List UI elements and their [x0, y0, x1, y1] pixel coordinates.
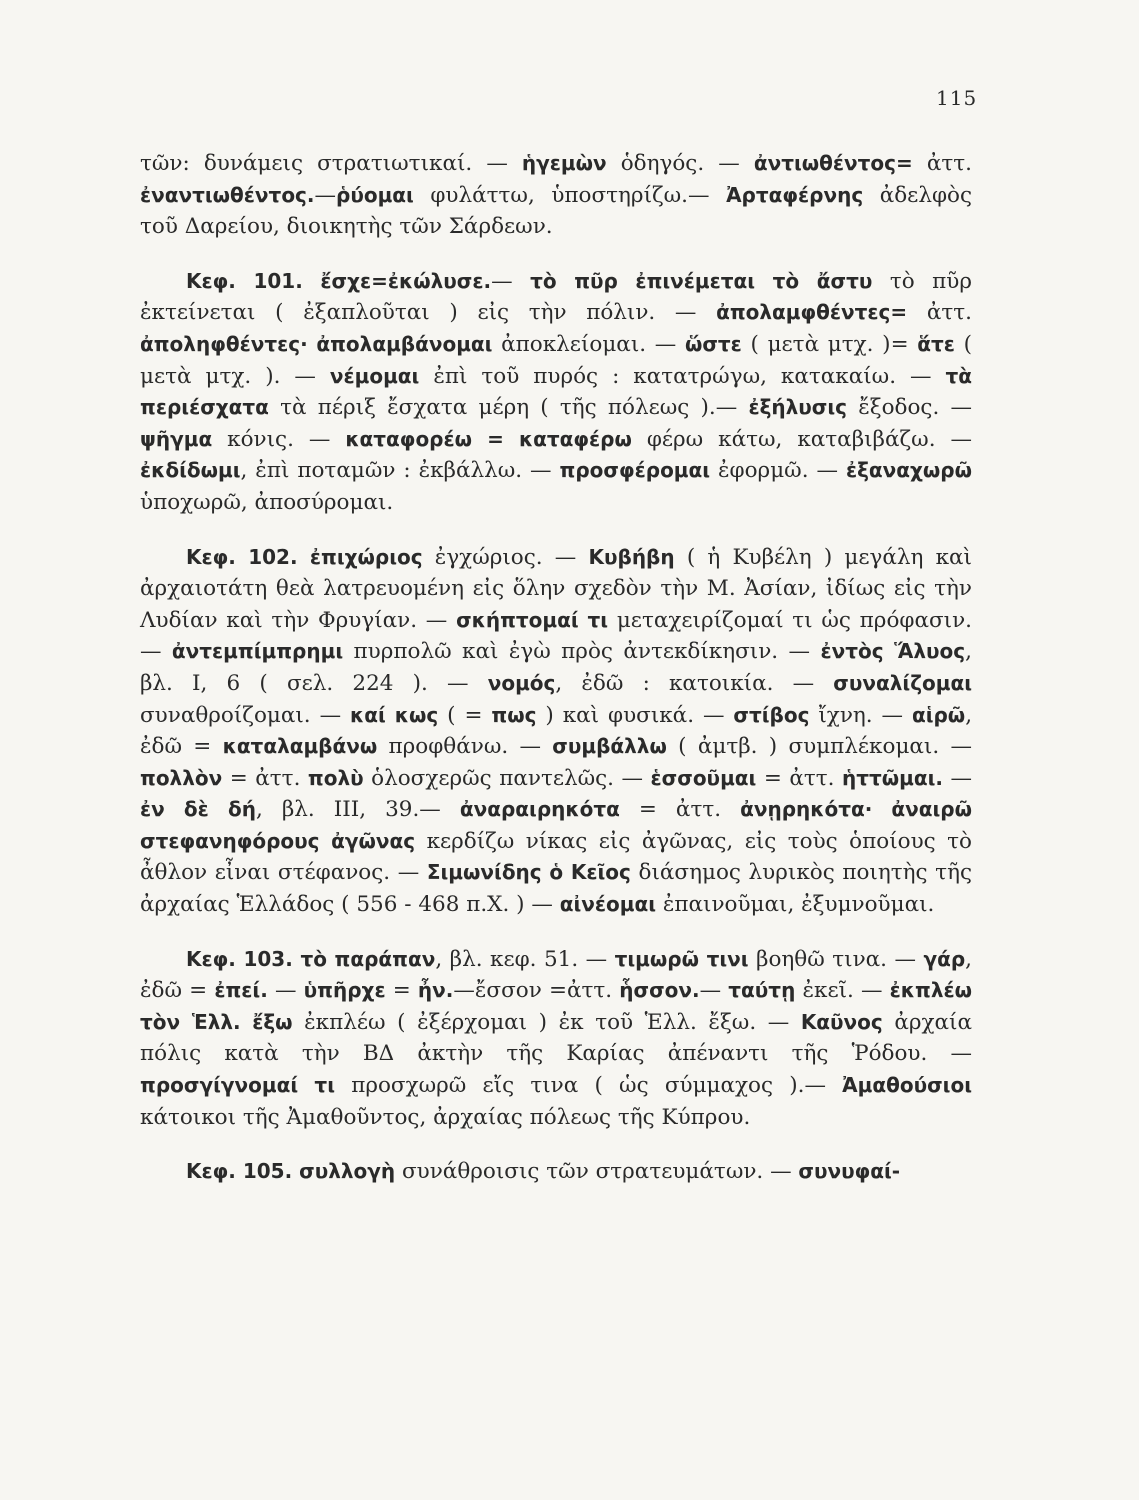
headword: νέμομαι: [329, 363, 420, 388]
gloss-text: —ἔσσον =ἀττ.: [453, 978, 620, 1004]
headword: καταφορέω = καταφέρω: [345, 426, 632, 451]
headword: τὸ πῦρ ἐπινέμεται τὸ ἄστυ: [530, 268, 873, 293]
headword: τὰ περιέσχατα: [140, 363, 972, 420]
gloss-text: , βλ. III, 39.—: [255, 797, 460, 823]
headword: προσγίγνομαί τι: [140, 1073, 335, 1098]
headword: Σιμωνίδης ὁ Κεῖος: [426, 860, 631, 885]
gloss-text: = ἀττ.: [756, 765, 842, 791]
gloss-text: φυλάττω, ὑποστηρίζω.—: [413, 182, 727, 208]
gloss-text: ἀδελφὸς τοῦ Δαρείου, διοικητὴς τῶν Σάρδεων.: [140, 182, 972, 240]
headword: ὑπῆρχε: [303, 978, 386, 1003]
headword: ἀναραιρηκότα: [459, 797, 620, 822]
headword: ἐξήλυσις: [748, 395, 848, 420]
gloss-text: , ἐπὶ ποταμῶν : ἐκβάλλω. —: [240, 458, 560, 484]
headword: ἐξαναχωρῶ: [845, 458, 972, 483]
paragraph: [140, 148, 972, 243]
gloss-text: βοηθῶ τινα. —: [748, 946, 924, 972]
headword: ἀντεμπίμπρημι: [171, 639, 344, 664]
headword: καταλαμβάνω: [222, 734, 378, 759]
headword: Κεφ. 101.: [186, 268, 321, 293]
gloss-text: —: [314, 182, 337, 208]
gloss-text: ἐπὶ τοῦ πυρός : κατατρώγω, κατακαίω. —: [419, 363, 946, 389]
headword: Κεφ. 105.: [186, 1159, 300, 1184]
gloss-text: ἐγχώριος. —: [422, 544, 589, 570]
headword: συλλογὴ: [299, 1159, 396, 1184]
headword: συμβάλλω: [552, 734, 667, 759]
headword: ἡττῶμαι.: [841, 765, 943, 790]
paragraph: [140, 542, 972, 921]
gloss-text: ὁλοσχερῶς παντελῶς. —: [363, 765, 651, 791]
headword: τὸ παράπαν: [300, 946, 436, 971]
gloss-text: —: [942, 765, 972, 791]
gloss-text: κερδίζω νίκας εἰς ἀγῶνας, εἰς τοὺς ὁποίους τὸ ἆθλον εἶναι στέφανος. —: [140, 828, 972, 886]
gloss-text: διάσημος λυρικὸς ποιητὴς τῆς ἀρχαίας Ἑλλάδος ( 556 - 468 π.Χ. ) —: [140, 860, 972, 918]
headword: ἡγεμὼν: [521, 151, 607, 175]
headword: ἐν δὲ δή: [140, 797, 256, 822]
headword: αἱρῶ: [911, 702, 966, 727]
gloss-text: μεταχειρίζομαί τι ὡς πρόφασιν. —: [140, 607, 972, 665]
headword: ἀνῃρηκότα·: [740, 797, 873, 822]
gloss-text: ) καὶ φυσικά. —: [536, 702, 734, 728]
gloss-text: ἐκεῖ. —: [795, 978, 890, 1004]
gloss-text: , ἐδῶ =: [140, 946, 972, 1004]
commentary-text: [140, 148, 972, 1188]
headword: ψῆγμα: [140, 426, 213, 451]
headword: αἰνέομαι: [559, 892, 656, 917]
gloss-text: συνάθροισις τῶν στρατευμάτων. —: [395, 1159, 799, 1185]
headword: ἀπολαμφθέντες=: [716, 300, 908, 325]
paragraph: [140, 944, 972, 1134]
gloss-text: =: [385, 978, 418, 1004]
headword: ἐντὸς Ἅλυος: [820, 639, 966, 664]
headword: ἐπιχώριος: [309, 544, 423, 569]
gloss-text: τὰ πέριξ ἔσχατα μέρη ( τῆς πόλεως ).—: [268, 395, 749, 421]
gloss-text: ὑποχωρῶ, ἀποσύρομαι.: [140, 489, 394, 515]
headword: πολὺ: [307, 765, 364, 790]
gloss-text: ( =: [438, 702, 492, 728]
headword: σκήπτομαί τι: [456, 607, 609, 632]
gloss-text: , ἐδῶ : κατοικία. —: [555, 670, 834, 696]
headword: Ἀμαθούσιοι: [842, 1073, 972, 1098]
gloss-text: ἐκπλέω ( ἐξέρχομαι ) ἐκ τοῦ Ἑλλ. ἔξω. —: [292, 1009, 801, 1035]
gloss-text: ἀρχαία πόλις κατὰ τὴν ΒΔ ἀκτὴν τῆς Καρίας ἀπέναντι τῆς Ῥόδου. —: [140, 1009, 973, 1067]
headword: ἐκδίδωμι: [140, 458, 241, 483]
gloss-text: —: [699, 978, 729, 1004]
gloss-text: ἴχνη. —: [809, 702, 912, 728]
gloss-text: συναθροίζομαι. —: [140, 702, 350, 728]
headword: νομός: [487, 670, 556, 695]
gloss-text: ( ἀμτβ. ) συμπλέκομαι. —: [666, 734, 972, 760]
gloss-text: ( ἡ Κυβέλη ) μεγάλη καὶ ἀρχαιοτάτη θεὰ λατρευομένη εἰς ὅλην σχεδὸν τὴν Μ. Ἀσίαν, ἰδίως εἰς τὴν Λυδίαν καὶ τὴν Φρυγίαν. —: [140, 544, 972, 633]
gloss-text: ἐφορμῶ. —: [710, 458, 846, 484]
headword: ἀναιρῶ στεφανηφόρους ἀγῶνας: [140, 797, 972, 853]
headword: πολλὸν: [140, 765, 223, 790]
gloss-text: = ἀττ.: [619, 797, 741, 823]
gloss-text: = ἀττ.: [222, 765, 308, 791]
gloss-text: [872, 797, 891, 822]
gloss-text: ὁδηγός. —: [606, 151, 754, 176]
headword: γάρ: [923, 946, 966, 971]
headword: Κεφ. 102.: [186, 544, 310, 569]
headword: ἐναντιωθέντος.: [140, 182, 315, 207]
gloss-text: , ἐδῶ =: [140, 702, 973, 760]
paragraph: [140, 1156, 972, 1188]
gloss-text: ἀττ.: [912, 151, 972, 176]
headword: ῥύομαι: [336, 182, 414, 207]
gloss-text: τὸ πῦρ ἐκτείνεται ( ἐξαπλοῦται ) εἰς τὴν πόλιν. —: [140, 268, 972, 326]
gloss-text: , βλ. κεφ. 51. —: [435, 946, 615, 972]
gloss-text: κάτοικοι τῆς Ἀμαθοῦντος, ἀρχαίας πόλεως τῆς Κύπρου.: [140, 1104, 751, 1130]
headword: ἀποληφθέντες·: [140, 331, 308, 356]
headword: τιμωρῶ τινι: [614, 946, 749, 971]
gloss-text: προσχωρῶ εἴς τινα ( ὡς σύμμαχος ).—: [335, 1073, 843, 1099]
headword: ἐπεί.: [214, 978, 268, 1003]
headword: ἦν.: [417, 978, 454, 1003]
gloss-text: ἔξοδος. —: [847, 395, 972, 421]
headword: ἔσχε=ἐκώλυσε.: [320, 268, 492, 293]
headword: προσφέρομαι: [559, 458, 711, 483]
headword: Καῦνος: [800, 1009, 883, 1034]
gloss-text: ἀποκλείομαι. —: [492, 331, 685, 357]
headword: ταύτῃ: [728, 978, 796, 1003]
gloss-text: ἀττ.: [907, 300, 972, 326]
gloss-text: —: [491, 268, 531, 294]
gloss-text: ἐπαινοῦμαι, ἐξυμνοῦμαι.: [656, 892, 935, 918]
headword: ἀντιωθέντος=: [753, 151, 913, 175]
gloss-text: κόνις. —: [212, 426, 346, 452]
headword: ἔξω: [252, 1009, 293, 1034]
headword: καί κως: [350, 702, 439, 727]
headword: στίβος: [733, 702, 810, 727]
paragraph: [140, 266, 972, 519]
headword: Κεφ. 103.: [186, 946, 301, 971]
headword: ἅτε: [917, 331, 955, 356]
headword: Ἀρταφέρνης: [726, 182, 864, 207]
headword: ἑσσοῦμαι: [650, 765, 757, 790]
headword: ἐκπλέω τὸν Ἑλλ.: [140, 978, 973, 1034]
headword: ἧσσον.: [619, 978, 700, 1003]
headword: ἀπολαμβάνομαι: [316, 331, 493, 356]
gloss-text: , βλ. I, 6 ( σελ. 224 ). —: [140, 639, 972, 696]
gloss-text: προφθάνω. —: [377, 734, 553, 760]
page-number: 115: [936, 86, 978, 110]
gloss-text: —: [267, 978, 304, 1004]
gloss-text: πυρπολῶ καὶ ἐγὼ πρὸς ἀντεκδίκησιν. —: [343, 639, 821, 665]
headword: συνυφαί-: [798, 1159, 901, 1184]
headword: ὥστε: [684, 331, 742, 356]
headword: πως: [491, 702, 537, 727]
gloss-text: ( μετὰ μτχ. ). —: [140, 331, 972, 389]
headword: συναλίζομαι: [833, 670, 972, 695]
gloss-text: φέρω κάτω, καταβιβάζω. —: [631, 426, 972, 452]
gloss-text: ( μετὰ μτχ. )=: [741, 331, 918, 357]
gloss-text: τῶν: δυνάμεις στρατιωτικαί. —: [140, 151, 522, 176]
headword: Κυβήβη: [588, 544, 675, 569]
gloss-text: [241, 1010, 253, 1035]
